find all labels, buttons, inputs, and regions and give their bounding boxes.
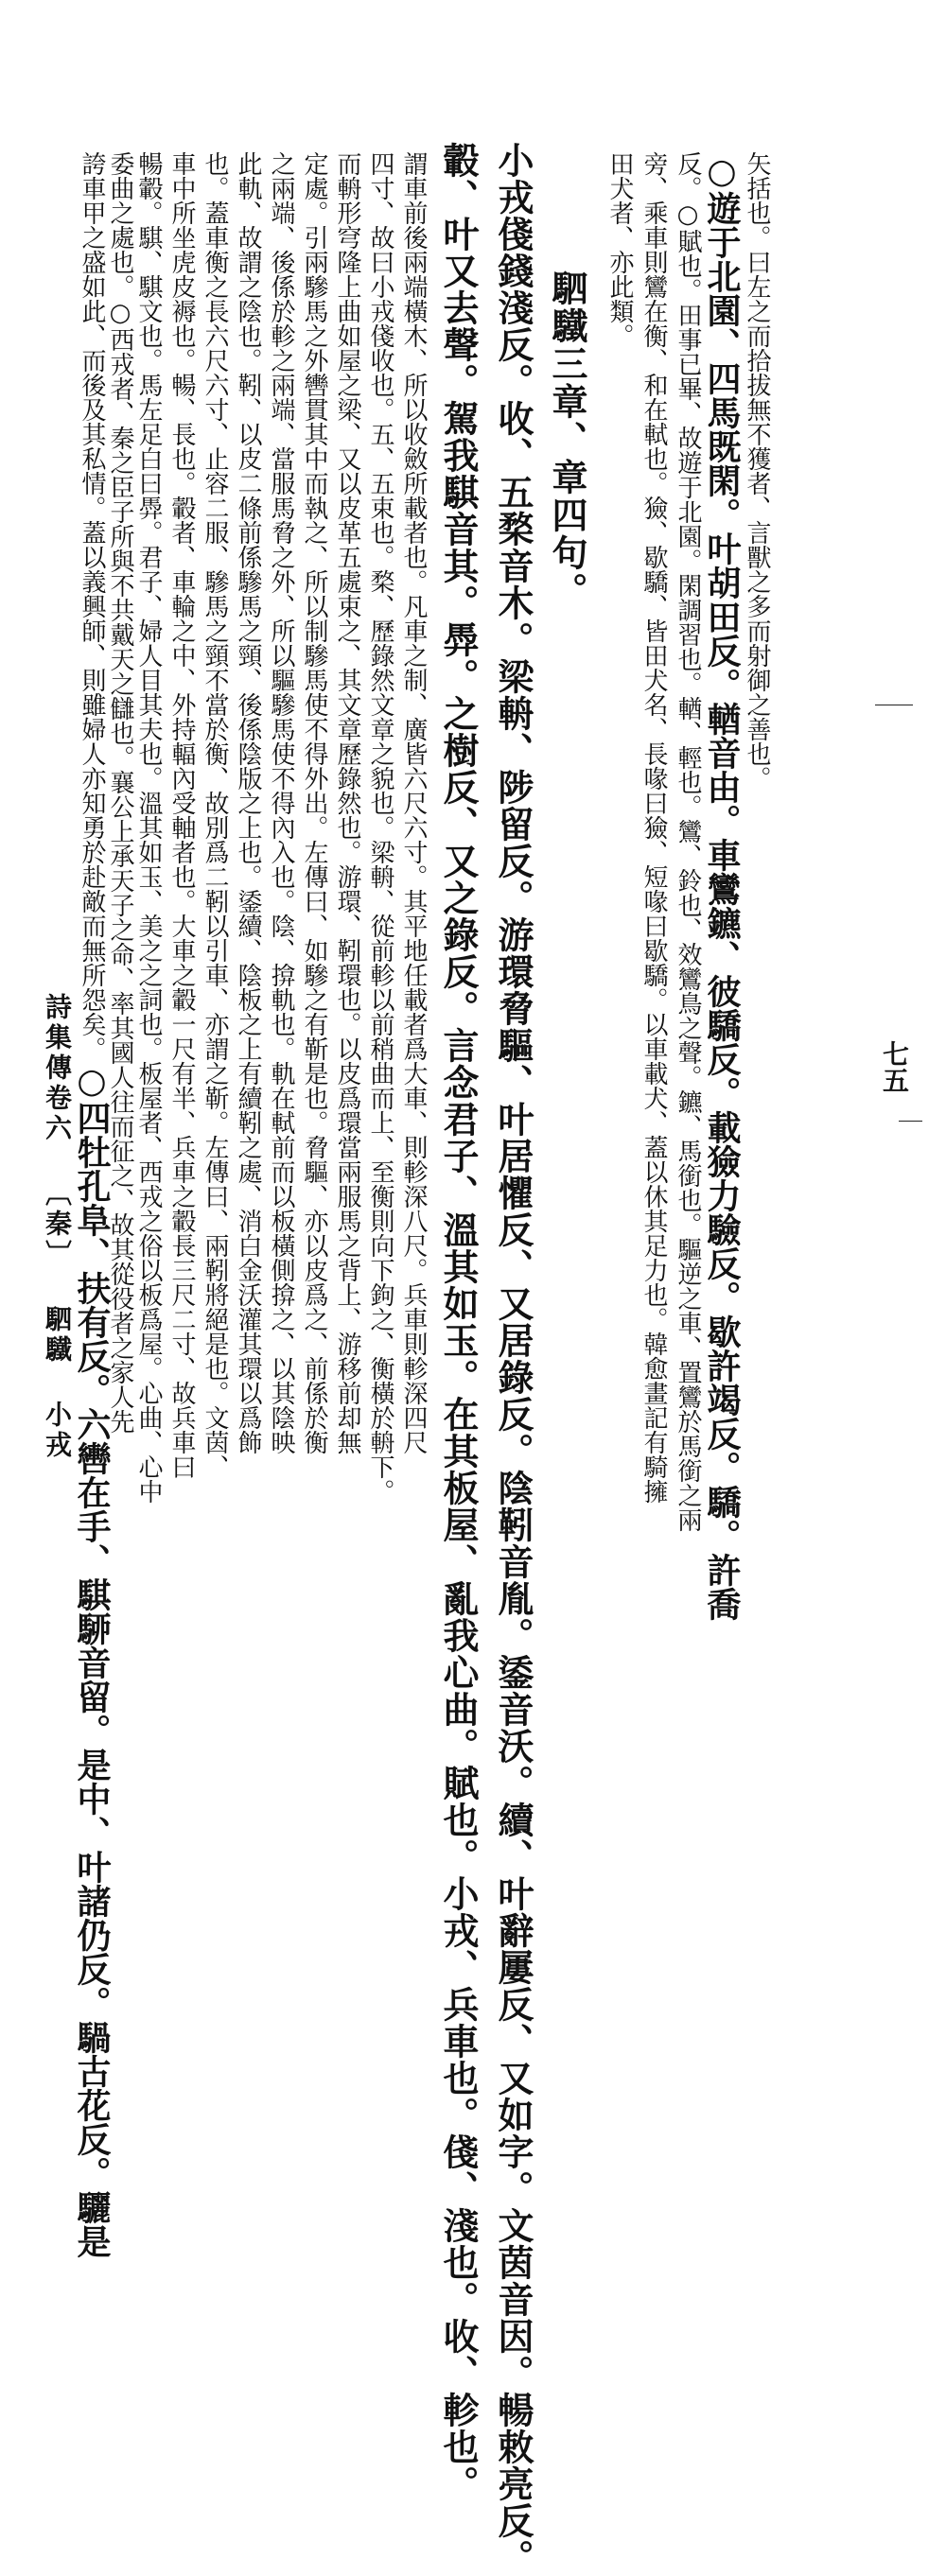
commentary-line: 也。蓋車衡之長六尺六寸、止容二服、驂馬之頸不當於衡、故別爲二靷以引車、亦謂之靳。左傳曰、兩靷將絕是也。文茵、 — [201, 151, 229, 1479]
commentary-line: 旁、乘車則鸞在衡、和在軾也。獫、歇驕、皆田犬名、長喙曰獫、短喙曰歇驕。以車載犬、蓋以休其足力也。韓愈畫記有騎擁 — [639, 151, 668, 1504]
commentary-line: 田犬者、亦此類。 — [605, 151, 634, 348]
commentary-text: 誇車甲之盛如此、而後及其私情。蓋以義興師、則雖婦人亦知勇於赴敵而無所怨矣。 — [78, 151, 106, 1061]
scan-mark — [899, 1121, 922, 1122]
verse-text: ○四牡孔阜、扶有反。六轡在手、騏駵音留。是中、叶諸仍反。騧古花反。驪是 — [72, 1061, 112, 2258]
commentary-line: 四寸、故曰小戎俴收也。五、五束也。楘、歷錄然文章之貌也。梁輈、從前軫以前稍曲而上、至衡則向下鉤之、衡橫於輈下。 — [366, 151, 394, 1504]
commentary-line: 暢轂。騏、騏文也。馬左足白曰馵。君子、婦人目其夫也。溫其如玉、美之之詞也。板屋者、西戎之俗以板爲屋。心曲、心中 — [134, 151, 163, 1504]
commentary-line: 謂車前後兩端橫木、所以收斂所載者也。凡車之制、廣皆六尺六寸。其平地任載者爲大車、則軫深八尺。兵車則軫深四尺 — [399, 151, 428, 1454]
commentary-line: 定處。引兩驂馬之外轡貫其中而執之、所以制驂馬使不得外出。左傳曰、如驂之有靳是也。脅驅、亦以皮爲之、前係於衡 — [300, 151, 328, 1454]
verse-text: ○遊于北園、四馬既閑。叶胡田反。輶音由。車鸞鑣、彼驕反。載獫力驗反。歇許竭反。驕。許喬 — [702, 151, 742, 1621]
commentary-line: 委曲之處也。○西戎者、秦之臣子所與不共戴天之讎也。襄公上承天子之命、率其國人往而征之、故其從役者之家人先 — [106, 151, 134, 1434]
chapter-title: 駟驖三章、章四句。 — [546, 270, 588, 610]
verse-line: 小戎俴錢淺反。收、五楘音木。梁輈、陟留反。游環脅驅、叶居懼反、又居錄反。陰靷音胤。鋈音沃。續、叶辭屢反、又如字。文茵音因。暢敕亮反。 — [492, 142, 534, 2576]
running-header: 詩集傳卷六 〔秦〕 駟驖 小戎 — [42, 993, 73, 1461]
commentary-line: 此軌、故謂之陰也。靷、以皮二條前係驂馬之頸、後係陰版之上也。鋈續、陰板之上有續靷之處、消白金沃灌其環以爲飾 — [234, 151, 262, 1454]
commentary-line — [72, 151, 112, 2258]
commentary-line: 矢括也。曰左之而拾拔無不獲者、言獸之多而射御之善也。 — [743, 151, 771, 791]
page-number: 七五 — [879, 1040, 910, 1093]
commentary-line: 之兩端、後係於軫之兩端、當服馬脅之外、所以驅驂馬使不得內入也。陰、揜軌也。軌在軾前而以板橫側揜之、以其陰映 — [267, 151, 295, 1454]
verse-line — [702, 151, 742, 1621]
commentary-line: 車中所坐虎皮褥也。暢、長也。轂者、車輪之中、外持輻內受軸者也。大車之轂一尺有半、兵車之轂長三尺二寸、故兵車曰 — [167, 151, 196, 1479]
commentary-line: 而輈形穹隆上曲如屋之梁、又以皮革五處束之、其文章歷錄然也。游環、靷環也。以皮爲環當兩服馬之背上、游移前却無 — [333, 151, 361, 1454]
commentary-line: 反。○賦也。田事已畢、故遊于北園。閑調習也。輶、輕也。鸞、鈴也、效鸞鳥之聲。鑣、馬銜也。驅逆之車、置鸞於馬銜之兩 — [674, 151, 702, 1532]
verse-line: 轂、叶又去聲。駕我騏音其。馵。之樹反、又之錄反。言念君子、溫其如玉。在其板屋、亂我心曲。賦也。小戎、兵車也。俴、淺也。收、軫也。 — [437, 142, 480, 2502]
